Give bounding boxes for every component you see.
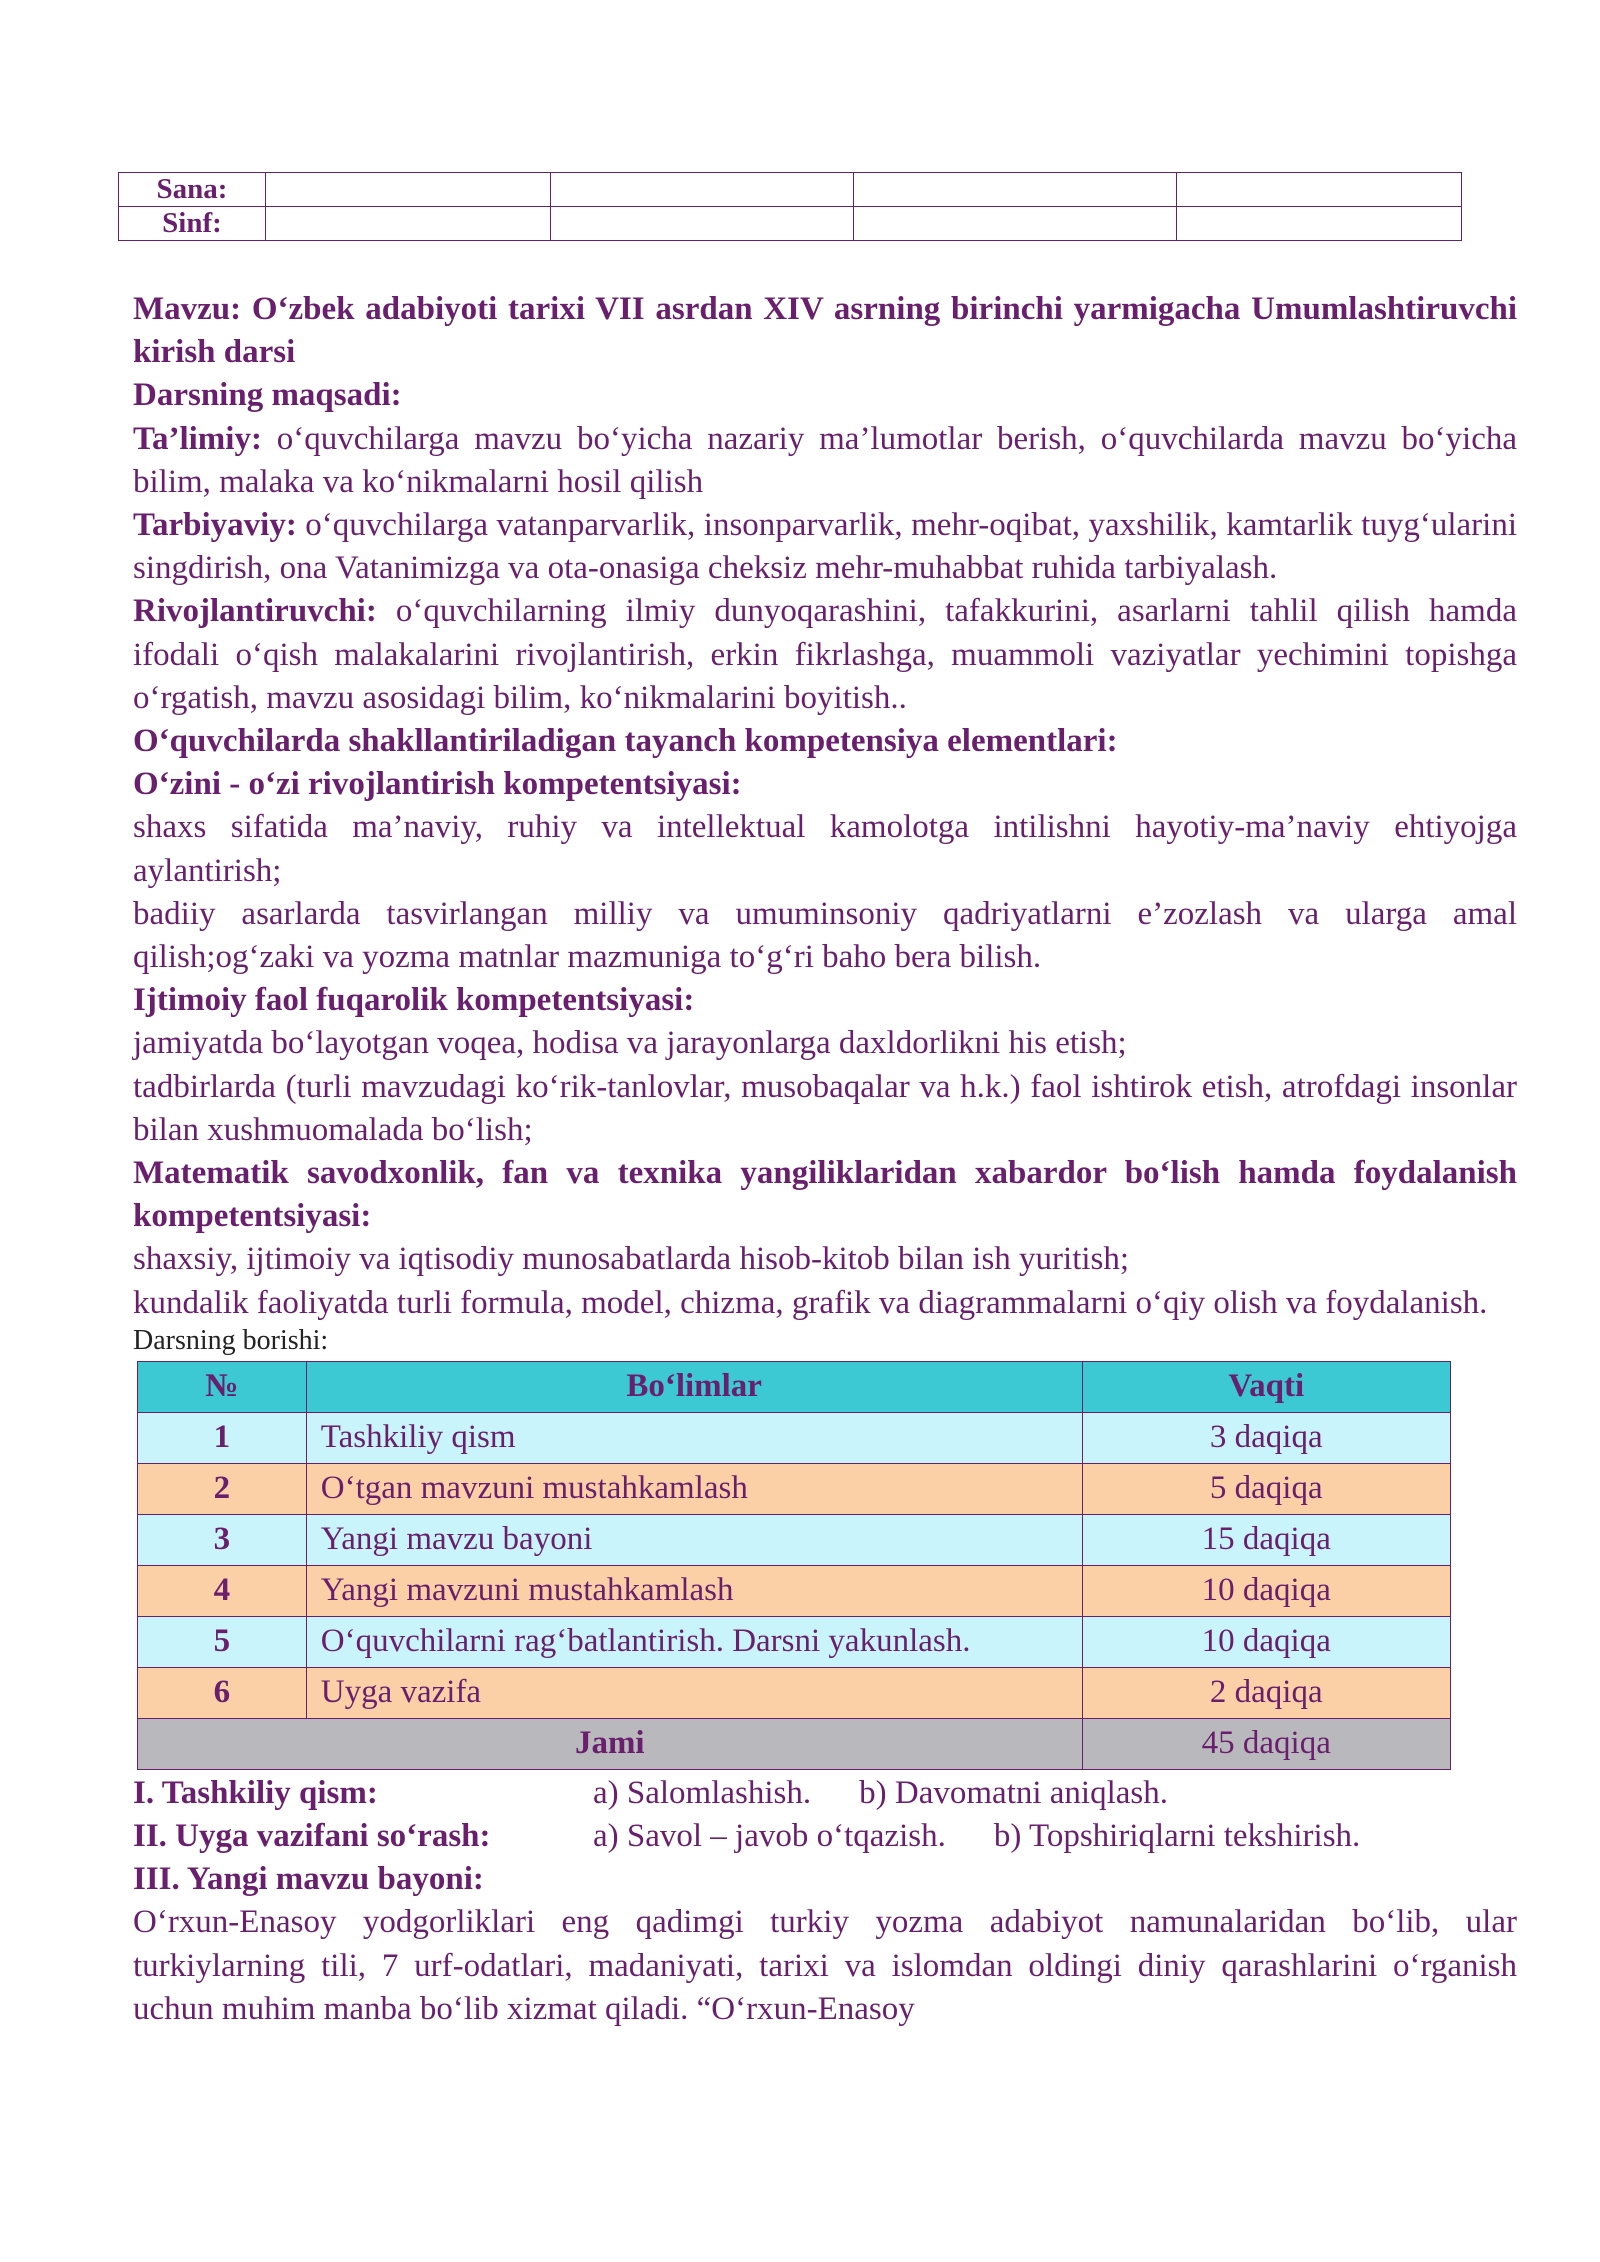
lesson-content (133, 288, 1517, 2031)
step-part-b: b) Davomatni aniqlash. (859, 1774, 1168, 1811)
row-number: 2 (138, 1463, 307, 1514)
total-time: 45 daqiqa (1082, 1718, 1450, 1769)
step-row (133, 1772, 1517, 1815)
topic-paragraph (133, 288, 1517, 374)
class-label: Sinf: (119, 207, 266, 241)
row-section: O‘quvchilarni rag‘batlantirish. Darsni yakunlash. (306, 1616, 1082, 1667)
class-cell (854, 207, 1177, 241)
step-row (133, 1815, 1517, 1858)
date-cell (551, 173, 854, 207)
competencies-heading: O‘quvchilarda shakllantiriladigan tayanch kompetensiya elementlari: (133, 723, 1118, 760)
goal-paragraph (133, 418, 1517, 504)
row-number: 3 (138, 1514, 307, 1565)
table-row (138, 1616, 1451, 1667)
step-part-a: a) Salomlashish. (593, 1774, 812, 1811)
class-cell (551, 207, 854, 241)
lesson-flow-table (137, 1361, 1451, 1770)
column-header-sections: Bo‘limlar (306, 1361, 1082, 1412)
row-number: 6 (138, 1667, 307, 1718)
competency-title: O‘zini - o‘zi rivojlantirish kompetentsiyasi: (133, 766, 742, 803)
column-header-time: Vaqti (1082, 1361, 1450, 1412)
topic-label: Mavzu: (133, 291, 242, 327)
new-topic-text: O‘rxun-Enasoy yodgorliklari eng qadimgi turkiy yozma adabiyot namunalaridan bo‘lib, ular turkiylarning tili, 7 urf-odatlari, madaniyati, tarixi va islomdan oldingi diniy qarashlarini o‘rganish uchun muhim manba bo‘lib xizmat qiladi. “O‘rxun-Enasoy (133, 1904, 1517, 2027)
goal-label: Rivojlantiruvchi: (133, 593, 377, 630)
row-section: Yangi mavzuni mustahkamlash (306, 1565, 1082, 1616)
class-cell (266, 207, 551, 241)
competency-item: badiiy asarlarda tasvirlangan milliy va umuminsoniy qadriyatlarni e’zozlash va ularga amal qilish;og‘zaki va yozma matnlar mazmuniga to‘g‘ri baho bera bilish. (133, 895, 1517, 976)
step-part-a: a) Savol – javob o‘tqazish. (593, 1818, 946, 1855)
table-row (138, 1412, 1451, 1463)
goals-heading: Darsning maqsadi: (133, 377, 402, 414)
competency-item: kundalik faoliyatda turli formula, model, chizma, grafik va diagrammalarni o‘qiy olish va foydalanish. (133, 1284, 1488, 1321)
row-section: O‘tgan mavzuni mustahkamlash (306, 1463, 1082, 1514)
competency-title: Ijtimoiy faol fuqarolik kompetentsiyasi: (133, 982, 695, 1019)
row-time: 2 daqiqa (1082, 1667, 1450, 1718)
table-row (138, 1463, 1451, 1514)
date-cell (266, 173, 551, 207)
competency-title: Matematik savodxonlik, fan va texnika yangiliklaridan xabardor bo‘lish hamda foydalanish kompetentsiyasi: (133, 1155, 1517, 1235)
date-class-table (118, 172, 1462, 241)
column-header-number: № (138, 1361, 307, 1412)
class-cell (1177, 207, 1462, 241)
competency-item: jamiyatda bo‘layotgan voqea, hodisa va jarayonlarga daxldorlikni his etish; (133, 1025, 1127, 1062)
topic-text: O‘zbek adabiyoti tarixi VII asrdan XIV asrning birinchi yarmigacha Umumlashtiruvchi kirish darsi (133, 291, 1517, 371)
row-time: 15 daqiqa (1082, 1514, 1450, 1565)
competency-item: shaxs sifatida ma’naviy, ruhiy va intellektual kamolotga intilishni hayotiy-ma’naviy ehtiyojga aylantirish; (133, 809, 1517, 889)
date-row (119, 173, 1462, 207)
lesson-steps (133, 1772, 1517, 1858)
date-cell (1177, 173, 1462, 207)
row-section: Yangi mavzu bayoni (306, 1514, 1082, 1565)
table-row (138, 1514, 1451, 1565)
row-section: Uyga vazifa (306, 1667, 1082, 1718)
table-row (138, 1667, 1451, 1718)
step-title: II. Uyga vazifani so‘rash: (133, 1818, 491, 1855)
row-section: Tashkiliy qism (306, 1412, 1082, 1463)
goal-label: Ta’limiy: (133, 420, 262, 457)
row-time: 10 daqiqa (1082, 1565, 1450, 1616)
new-topic-title: III. Yangi mavzu bayoni: (133, 1861, 484, 1898)
row-time: 3 daqiqa (1082, 1412, 1450, 1463)
class-row (119, 207, 1462, 241)
step-part-b: b) Topshiriqlarni tekshirish. (993, 1818, 1361, 1855)
total-label: Jami (138, 1718, 1083, 1769)
date-cell (854, 173, 1177, 207)
goal-paragraph (133, 590, 1517, 720)
competency-item: shaxsiy, ijtimoiy va iqtisodiy munosabatlarda hisob-kitob bilan ish yuritish; (133, 1241, 1130, 1278)
date-label: Sana: (119, 173, 266, 207)
row-number: 5 (138, 1616, 307, 1667)
row-time: 10 daqiqa (1082, 1616, 1450, 1667)
row-number: 1 (138, 1412, 307, 1463)
table-header-row (138, 1361, 1451, 1412)
goal-label: Tarbiyaviy: (133, 507, 297, 544)
row-number: 4 (138, 1565, 307, 1616)
goal-text: o‘quvchilarga vatanparvarlik, insonparvarlik, mehr-oqibat, yaxshilik, kamtarlik tuyg‘ularini singdirish, ona Vatanimizga va ota-onasiga cheksiz mehr-muhabbat ruhida tarbiyalash. (133, 507, 1517, 587)
step-title: I. Tashkiliy qism: (133, 1774, 378, 1811)
row-time: 5 daqiqa (1082, 1463, 1450, 1514)
flow-label: Darsning borishi: (133, 1324, 329, 1356)
goal-text: o‘quvchilarga mavzu bo‘yicha nazariy ma’lumotlar berish, o‘quvchilarda mavzu bo‘yicha bilim, malaka va ko‘nikmalarni hosil qilish (133, 420, 1517, 500)
goal-text: o‘quvchilarning ilmiy dunyoqarashini, tafakkurini, asarlarni tahlil qilish hamda ifodali o‘qish malakalarini rivojlantirish, erkin fikrlashga, muammoli vaziyatlar yechimini topishga o‘rgatish, mavzu asosidagi bilim, ko‘nikmalarini boyitish.. (133, 593, 1517, 716)
competency-item: tadbirlarda (turli mavzudagi ko‘rik-tanlovlar, musobaqalar va h.k.) faol ishtirok etish, atrofdagi insonlar bilan xushmuomalada bo‘lish; (133, 1068, 1517, 1148)
table-row (138, 1565, 1451, 1616)
table-total-row (138, 1718, 1451, 1769)
goal-paragraph (133, 504, 1517, 590)
